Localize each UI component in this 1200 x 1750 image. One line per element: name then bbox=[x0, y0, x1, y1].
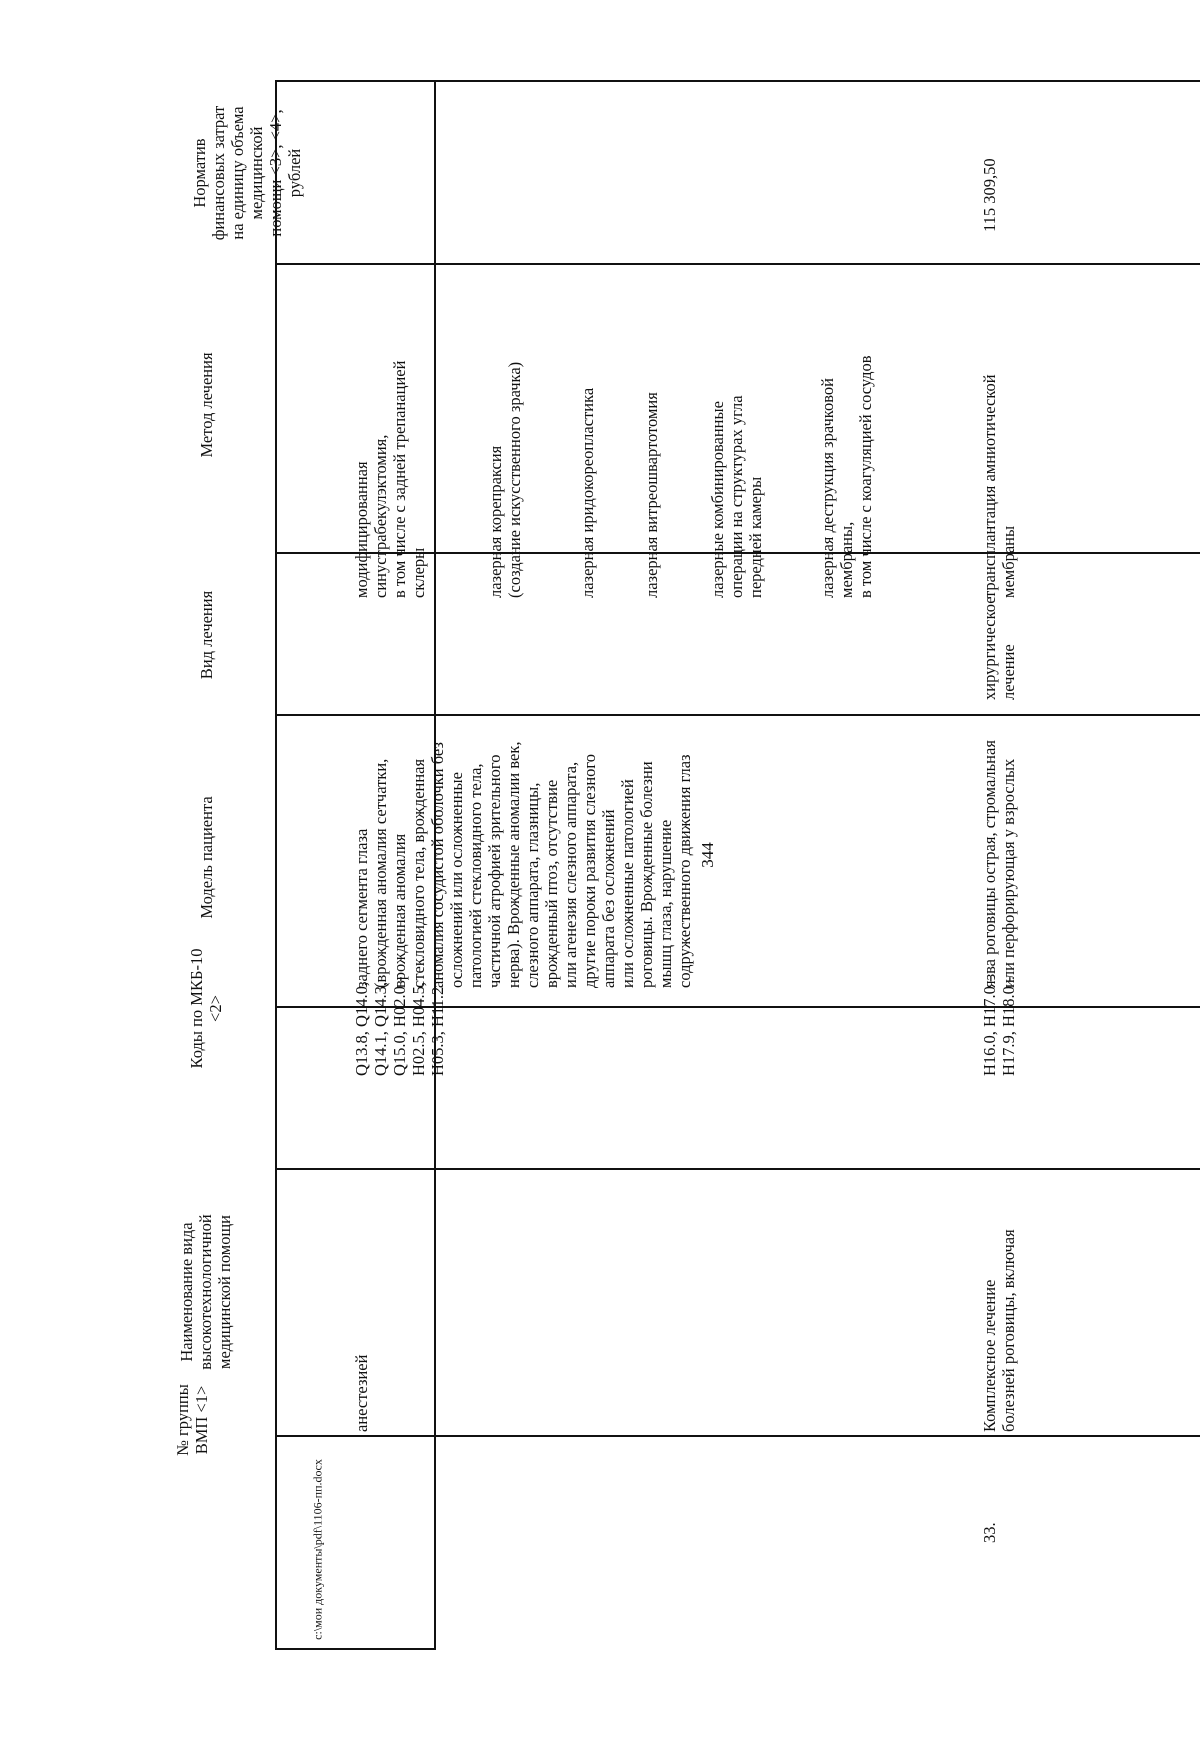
header-group-text: № группы ВМП <1> bbox=[173, 1384, 211, 1456]
header-norm-text: Норматив финансовых затрат на единицу объема медицинской помощи <3>, <4>, рублей bbox=[190, 105, 304, 241]
table-border-top bbox=[275, 80, 1200, 82]
table-border-bottom-hdr bbox=[275, 1648, 436, 1650]
row2-codes: H16.0, H17.0 - H17.9, H18.0 - bbox=[980, 976, 1018, 1076]
col-divider-6 bbox=[275, 1435, 1200, 1437]
header-method-text: Метод лечения bbox=[197, 352, 216, 458]
row2-norm: 115 309,50 bbox=[980, 158, 999, 232]
row2-method: трансплантация амниотической мембраны bbox=[980, 374, 1018, 598]
header-model-text: Модель пациента bbox=[197, 796, 216, 919]
header-name-text: Наименование вида высокотехнологичной медицинской помощи bbox=[177, 1214, 234, 1370]
row2-model: язва роговицы острая, стромальная или перфорирующая у взрослых bbox=[980, 740, 1018, 988]
col-divider-1 bbox=[275, 263, 1200, 265]
row1-method-1: модифицированная синустрабекулэктомия, в том числе с задней трепанацией склеры bbox=[352, 360, 428, 598]
footer-file-path: c:\мои документы\pdf\1106-пп.docx bbox=[310, 1459, 325, 1640]
row1-codes: Q13.8, Q14.0, Q14.1, Q14.3, Q15.0, H02.0 - H02.5, H04.5, H05.3, H11.2 bbox=[352, 976, 447, 1076]
row2-name: Комплексное лечение болезней роговицы, включая bbox=[980, 1229, 1018, 1432]
page-number: 344 bbox=[698, 842, 717, 868]
row1-method-3: лазерная иридокореопластика bbox=[578, 387, 597, 598]
col-divider-5 bbox=[275, 1168, 1200, 1170]
row1-name: анестезией bbox=[352, 1354, 371, 1432]
row1-model: заднего сегмента глаза (врожденная аномалия сетчатки, врожденная аномалия стекловидного тела, врожденная аномалия сосудистой оболочки без осложнений или осложненные патологией стекловидного тела, частичной атрофией зрительного нерва). Врожденные аномалии век, слезного аппарата, глазницы, врожденный птоз, отсутствие или агенезия слезного аппарата, другие пороки развития слезного аппарата без осложнений или осложненные патологией роговицы. Врожденные болезни мышц глаза, нарушение содружественного движения глаз bbox=[352, 741, 694, 988]
row1-method-4: лазерная витреошвартотомия bbox=[642, 392, 661, 598]
row2-group: 33. bbox=[980, 1522, 999, 1543]
header-codes-text: Коды по МКБ-10 <2> bbox=[187, 948, 225, 1069]
row1-method-5: лазерные комбинированные операции на структурах угла передней камеры bbox=[708, 395, 765, 598]
row2-type: хирургическое лечение bbox=[980, 596, 1018, 700]
row1-method-6: лазерная деструкция зрачковой мембраны, в том числе с коагуляцией сосудов bbox=[818, 355, 875, 598]
col-divider-3 bbox=[275, 714, 1200, 716]
table-border-left bbox=[275, 80, 277, 1650]
header-type-text: Вид лечения bbox=[197, 590, 216, 680]
row1-method-2: лазерная корепраксия (создание искусственного зрачка) bbox=[486, 361, 524, 598]
